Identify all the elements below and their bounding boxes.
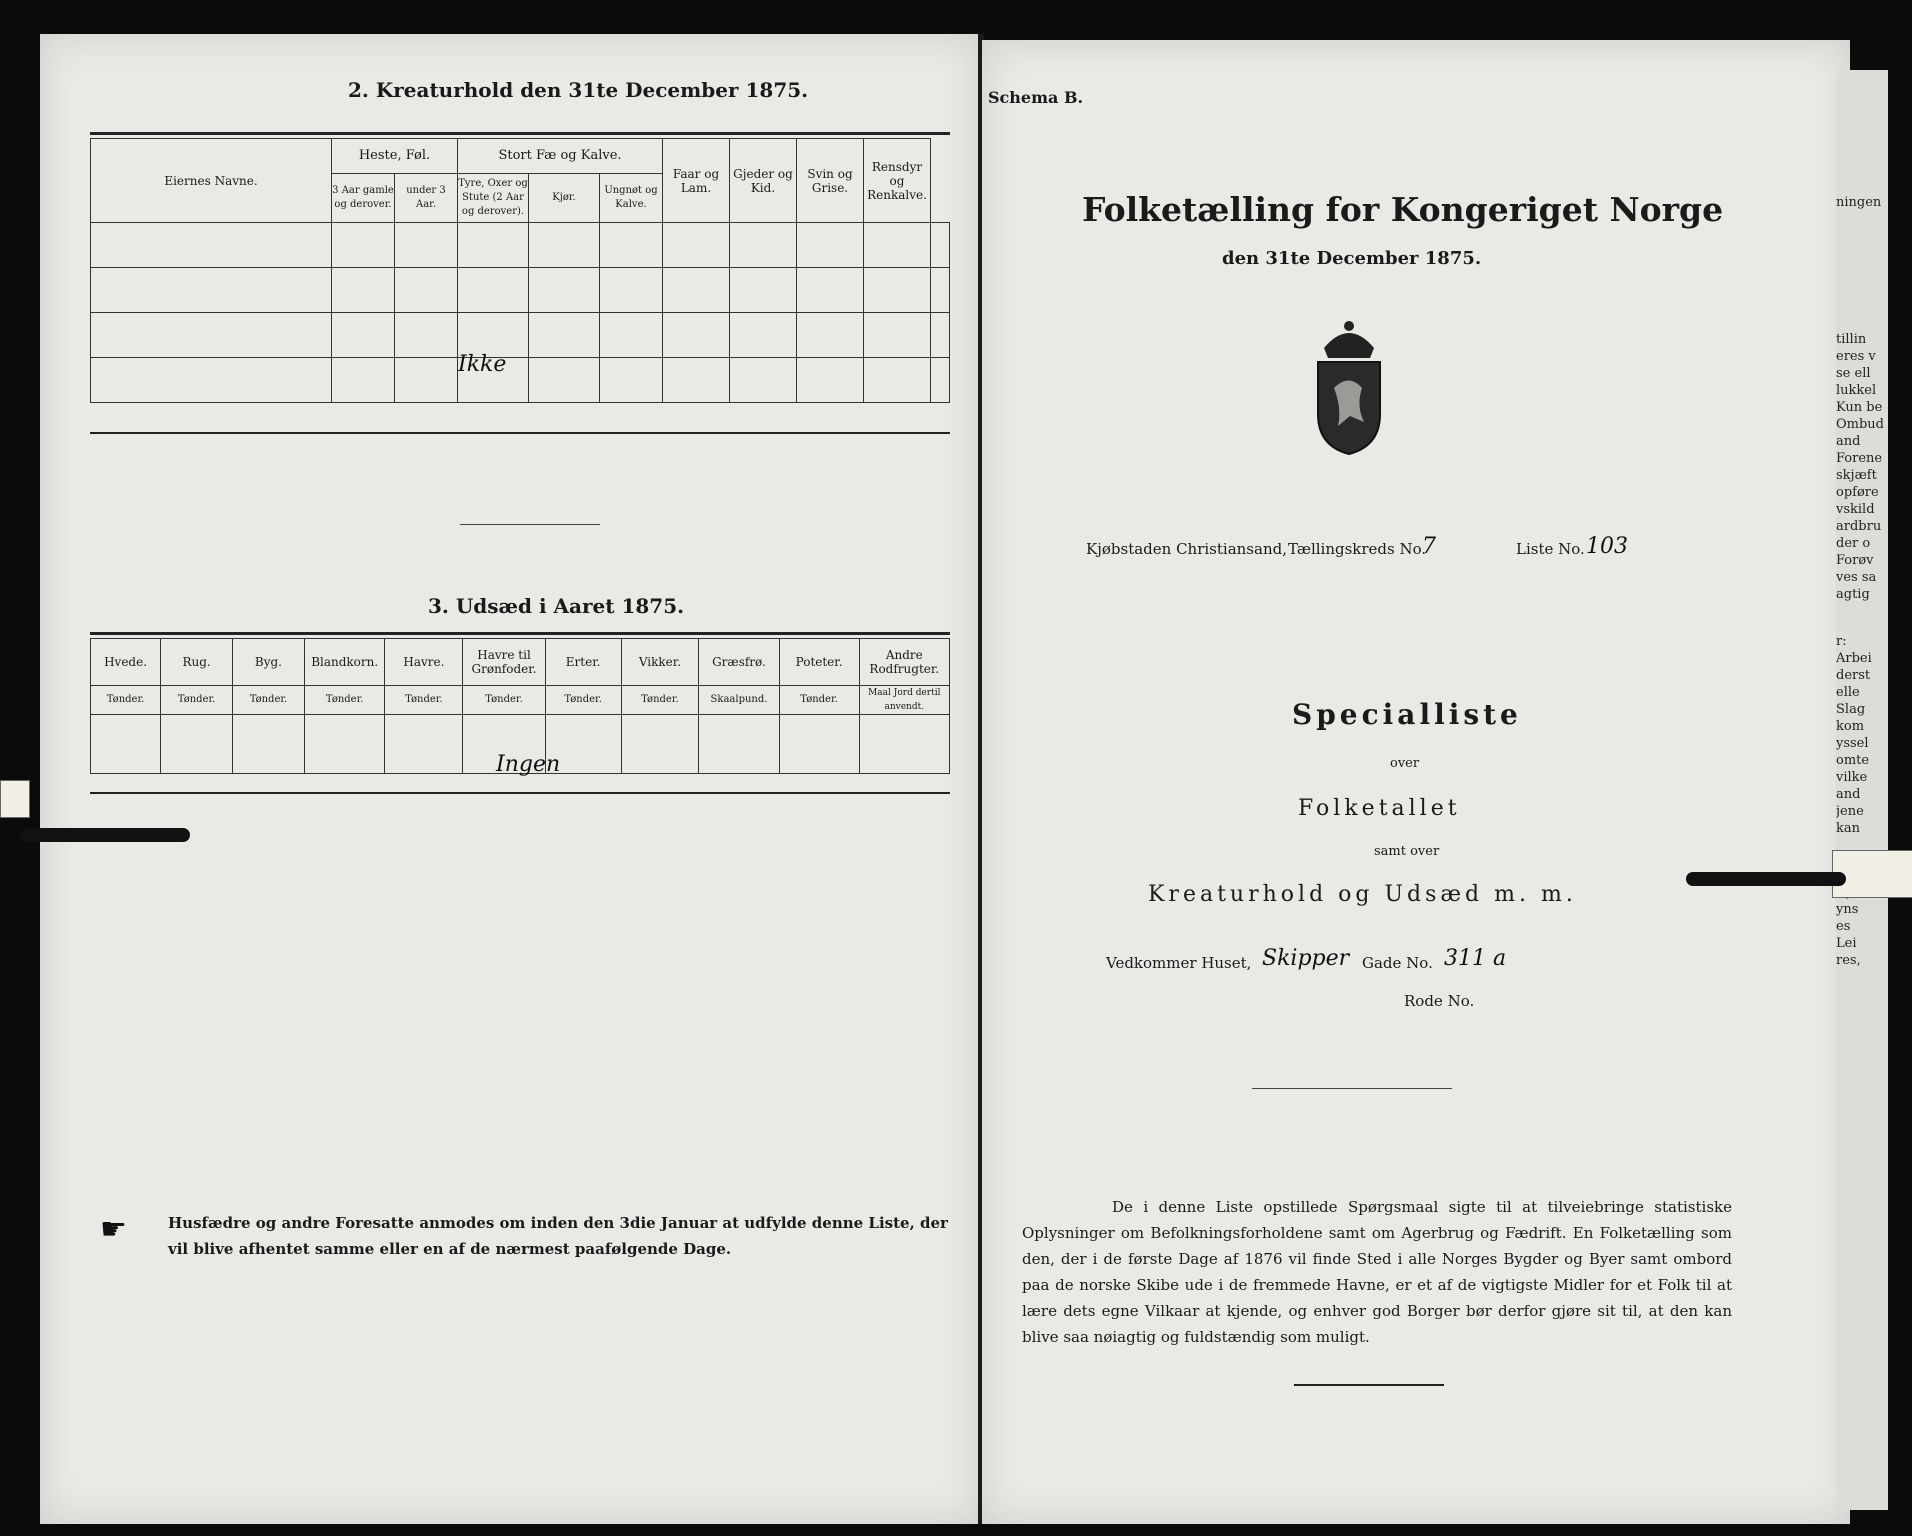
gade-label: Gade No. <box>1362 954 1433 972</box>
seed-header-oats: Havre. <box>385 639 463 686</box>
horses-young-header: under 3 Aar. <box>395 174 458 223</box>
table2-bottom-rule <box>90 792 950 794</box>
table-cell <box>730 268 797 313</box>
edge-strip-line: Arbei <box>1836 651 1872 666</box>
edge-strip-line: and <box>1836 434 1861 449</box>
edge-strip-line: omte <box>1836 753 1870 768</box>
table-cell <box>458 223 529 268</box>
seed-unit: Tønder. <box>463 686 545 715</box>
table-cell <box>458 313 529 358</box>
edge-strip-line: ves sa <box>1836 570 1877 585</box>
table-cell <box>91 313 332 358</box>
edge-strip-line: vskild <box>1836 502 1875 517</box>
table-cell <box>931 268 950 313</box>
seed-header-vetch: Vikker. <box>621 639 699 686</box>
table-top-rule <box>90 132 950 135</box>
table-cell <box>663 223 730 268</box>
edge-strip-line: Ombud <box>1836 417 1885 432</box>
owner-header: Eiernes Navne. <box>91 139 332 223</box>
explanatory-paragraph: De i denne Liste opstillede Spørgsmaal sigte til at tilveiebringe statistiske Oplysninger om Befolkningsforholdene samt om Agerbrug og Fædrift. En Folketælling som den, der i de første Dage af 1876 vil finde Sted i alle Norges Bygder og Byer samt ombord paa de norske Skibe ude i de fremmede Havne, er et af de vigtigste Midler for et Folk til at lære dets egne Vilkaar at kjende, og enhver god Borger bør derfor gjøre sit til, at den kan blive saa nøiagtig og fuldstændig som muligt. <box>1022 1198 1732 1346</box>
table-cell <box>395 358 458 403</box>
seed-header-potatoes: Poteter. <box>779 639 859 686</box>
binder-clip-left-arm <box>20 828 190 842</box>
folketallet-heading: Folketallet <box>1298 796 1461 821</box>
edge-strip-line: vilke <box>1836 770 1868 785</box>
seed-unit: Tønder. <box>545 686 621 715</box>
list-label: Liste No. <box>1516 540 1585 558</box>
census-title: Folketælling for Kongeriget Norge <box>1082 190 1724 229</box>
specialliste-heading: Specialliste <box>1292 698 1522 731</box>
divider <box>1252 1088 1452 1089</box>
table-cell <box>304 715 385 774</box>
rode-label: Rode No. <box>1404 992 1475 1010</box>
table-cell <box>779 715 859 774</box>
table-cell <box>600 268 663 313</box>
table-cell <box>332 223 395 268</box>
table-cell <box>458 268 529 313</box>
edge-strip-line: kom <box>1836 719 1865 734</box>
livestock-table <box>90 138 950 403</box>
seed-unit: Tønder. <box>304 686 385 715</box>
binder-clip-right-arm <box>1686 872 1846 886</box>
seed-unit: Tønder. <box>233 686 305 715</box>
edge-strip-line: Forøv <box>1836 553 1874 568</box>
edge-strip-line: yssel <box>1836 736 1869 751</box>
table-cell <box>91 358 332 403</box>
goats-header: Gjeder og Kid. <box>730 139 797 223</box>
table-cell <box>663 313 730 358</box>
table-cell <box>91 223 332 268</box>
cattle-header: Stort Fæ og Kalve. <box>458 139 663 174</box>
table-cell <box>699 715 779 774</box>
section2-title: 2. Kreaturhold den 31te December 1875. <box>348 78 809 102</box>
table-cell <box>621 715 699 774</box>
divider <box>460 524 600 525</box>
coat-of-arms-icon <box>1304 318 1394 458</box>
cows-header: Kjør. <box>529 174 600 223</box>
edge-strip-line: jene <box>1836 804 1864 819</box>
seed-header-rye: Rug. <box>161 639 233 686</box>
edge-strip-line: skjæft <box>1836 468 1877 483</box>
list-value: 103 <box>1586 534 1628 559</box>
table-cell <box>730 313 797 358</box>
seed-unit: Skaalpund. <box>699 686 779 715</box>
table-cell <box>864 313 931 358</box>
table2-top-rule <box>90 632 950 635</box>
table-cell <box>332 358 395 403</box>
seed-unit: Tønder. <box>91 686 161 715</box>
edge-strip-line: ardbru <box>1836 519 1882 534</box>
schema-label: Schema B. <box>988 88 1084 107</box>
house-label: Vedkommer Huset, <box>1106 954 1252 972</box>
table-cell <box>730 223 797 268</box>
reindeer-header: Rensdyr og Renkalve. <box>864 139 931 223</box>
kreaturhold-heading: Kreaturhold og Udsæd m. m. <box>1148 882 1577 907</box>
seed-header-mixed: Blandkorn. <box>304 639 385 686</box>
edge-strip-line: der o <box>1836 536 1871 551</box>
edge-strip-line: tillin <box>1836 332 1867 347</box>
table-cell <box>233 715 305 774</box>
edge-strip-line: agtig <box>1836 587 1870 602</box>
samt-over-text: samt over <box>1374 844 1440 859</box>
seed-header-root-crops: Andre Rodfrugter. <box>859 639 949 686</box>
seed-unit: Maal Jord dertil anvendt. <box>859 686 949 715</box>
left-page <box>40 34 980 1524</box>
edge-strip-line: Lei <box>1836 936 1857 951</box>
edge-strip-line: lukkel <box>1836 383 1877 398</box>
binder-clip-left <box>0 780 30 818</box>
table-cell <box>161 715 233 774</box>
seed-header-wheat: Hvede. <box>91 639 161 686</box>
table-cell <box>529 223 600 268</box>
table-cell <box>91 268 332 313</box>
district-value: 7 <box>1422 534 1436 559</box>
edge-strip-line: Slag <box>1836 702 1866 717</box>
right-page <box>982 40 1850 1524</box>
edge-strip-line: res, <box>1836 953 1861 968</box>
table-cell <box>385 715 463 774</box>
street-value: Skipper <box>1262 946 1350 971</box>
table-cell <box>395 223 458 268</box>
census-date: den 31te December 1875. <box>1222 248 1482 269</box>
table-cell <box>395 313 458 358</box>
divider <box>1294 1384 1444 1386</box>
seed-unit: Tønder. <box>779 686 859 715</box>
calves-header: Ungnøt og Kalve. <box>600 174 663 223</box>
edge-spacer <box>1836 70 1888 194</box>
edge-strip-line: ningen <box>1836 195 1882 210</box>
seed-unit: Tønder. <box>385 686 463 715</box>
edge-strip-line: r: <box>1836 634 1847 649</box>
gade-value: 311 a <box>1444 946 1507 971</box>
horses-header: Heste, Føl. <box>332 139 458 174</box>
table-cell <box>600 223 663 268</box>
table-cell <box>332 313 395 358</box>
table-cell <box>395 268 458 313</box>
table-cell <box>931 358 950 403</box>
seed-header-barley: Byg. <box>233 639 305 686</box>
table-cell <box>864 358 931 403</box>
table-cell <box>529 268 600 313</box>
district-label: Tællingskreds No. <box>1288 540 1427 558</box>
table-cell <box>600 313 663 358</box>
edge-strip-line: es <box>1836 919 1851 934</box>
edge-strip-line: derst <box>1836 668 1871 683</box>
edge-strip-line: elle <box>1836 685 1860 700</box>
edge-strip-line: se ell <box>1836 366 1871 381</box>
notice-text: Husfædre og andre Foresatte anmodes om inden den 3die Januar at udfylde denne Liste, der vil blive afhentet samme eller en af de nærmest paafølgende Dage. <box>168 1214 948 1258</box>
seed-unit: Tønder. <box>161 686 233 715</box>
edge-strip-line: kan <box>1836 821 1861 836</box>
pigs-header: Svin og Grise. <box>797 139 864 223</box>
edge-strip-line: Forene <box>1836 451 1883 466</box>
table-cell <box>864 223 931 268</box>
bulls-header: Tyre, Oxer og Stute (2 Aar og derover). <box>458 174 529 223</box>
seed-unit: Tønder. <box>621 686 699 715</box>
seed-header-fodder-oats: Havre til Grønfoder. <box>463 639 545 686</box>
edge-strip-line: opføre <box>1836 485 1879 500</box>
table-cell <box>864 268 931 313</box>
edge-strip-line: and <box>1836 787 1861 802</box>
table-cell <box>859 715 949 774</box>
table-cell <box>529 313 600 358</box>
table-cell <box>529 358 600 403</box>
edge-strip-line: eres v <box>1836 349 1876 364</box>
table-cell <box>663 268 730 313</box>
over-text: over <box>1390 756 1420 771</box>
table-cell <box>91 715 161 774</box>
livestock-handwritten-entry: Ikke <box>458 352 507 377</box>
table-cell <box>332 268 395 313</box>
table-bottom-rule <box>90 432 950 434</box>
edge-strip-line: yns <box>1836 902 1859 917</box>
town-label: Kjøbstaden Christiansand, <box>1086 540 1287 558</box>
table-cell <box>797 313 864 358</box>
sheep-header: Faar og Lam. <box>663 139 730 223</box>
table-cell <box>931 223 950 268</box>
next-page-edge <box>1836 70 1888 1510</box>
table-cell <box>663 358 730 403</box>
table-cell <box>797 358 864 403</box>
table-cell <box>600 358 663 403</box>
seed-header-grass-seed: Græsfrø. <box>699 639 779 686</box>
table-cell <box>797 268 864 313</box>
table-cell <box>730 358 797 403</box>
table-cell <box>797 223 864 268</box>
section3-title: 3. Udsæd i Aaret 1875. <box>428 594 685 618</box>
pointing-hand-icon: ☛ <box>100 1212 127 1247</box>
seed-header-peas: Erter. <box>545 639 621 686</box>
edge-strip-line: Kun be <box>1836 400 1883 415</box>
seed-handwritten-entry: Ingen <box>496 752 561 777</box>
table-cell <box>931 313 950 358</box>
horses-old-header: 3 Aar gamle og derover. <box>332 174 395 223</box>
